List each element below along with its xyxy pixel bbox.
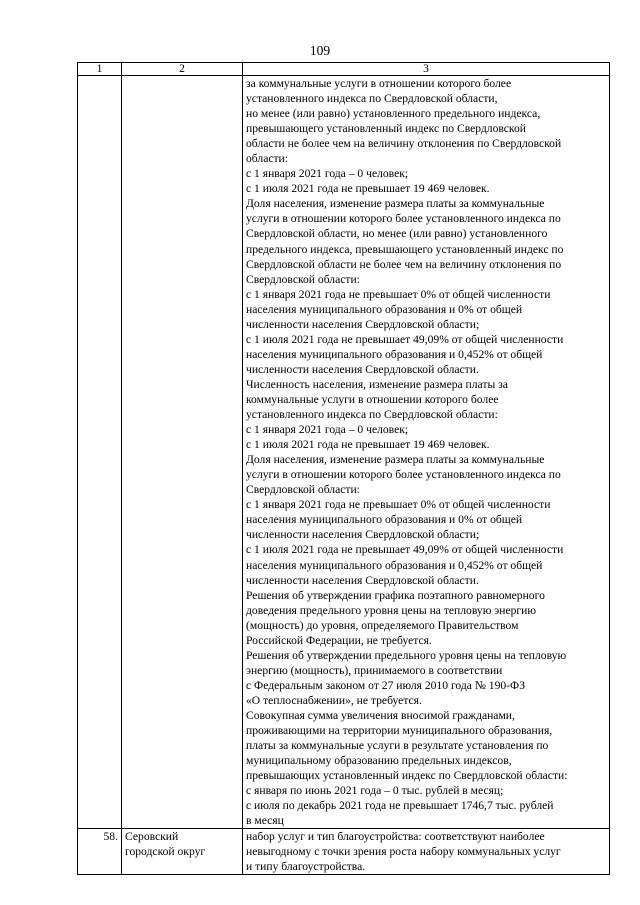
text-line: Решения об утверждении графика поэтапного равномерного [246,588,545,602]
column-number-row [78,63,610,76]
text-line: Численность населения, изменение размера платы за [246,377,508,391]
text-line: «О теплоснабжении», не требуется. [246,693,422,707]
text-line: населения муниципального образования и 0,452% от общей [246,347,543,361]
text-line: численности населения Свердловской области; [246,317,480,331]
text-line: за коммунальные услуги в отношении которого более [246,77,512,90]
text-line: набор услуг и тип благоустройства: соответствуют наиболее [246,830,545,844]
text-line: городской округ [125,845,206,859]
page-number: 109 [309,43,331,58]
text-line: установленного индекса по Свердловской области: [246,408,498,422]
text-line: с 1 января 2021 года не превышает 0% от общей численности [246,498,551,512]
text-line: с Федеральным законом от 27 июля 2010 года № 190-ФЗ [246,678,526,692]
text-line: Совокупная сумма увеличения вносимой гражданами, [246,708,515,722]
municipality-name-cell [122,829,243,875]
text-line: услуги в отношении которого более установленного индекса по [246,212,561,226]
column-number-3: 3 [243,63,610,76]
text-line: населения муниципального образования и 0% от общей [246,513,523,527]
text-line: Свердловской области: [246,483,360,497]
text-line: превышающего установленный индекс по Свердловской [246,122,526,136]
row-text-cell [243,829,610,875]
text-line: Свердловской области: [246,272,360,286]
text-line: области не более чем на величину отклонения по Свердловской [246,137,562,151]
text-line: с 1 января 2021 года – 0 человек; [246,423,409,437]
row-number-cell [78,76,122,829]
document-table [77,62,610,875]
text-line: энергию (мощность), принимаемого в соответствии [246,663,503,677]
text-line: невыгодному с точки зрения роста набору коммунальных услуг [246,845,561,859]
text-line: Доля населения, изменение размера платы за коммунальные [246,197,545,211]
text-line: с 1 июля 2021 года не превышает 49,09% от общей численности [246,543,564,557]
text-line: с 1 июля 2021 года не превышает 19 469 человек. [246,182,490,196]
text-line: муниципальному образованию предельных индексов, [246,754,512,768]
text-line: с января по июнь 2021 года – 0 тыс. рублей в месяц; [246,784,504,798]
text-line: но менее (или равно) установленного предельного индекса, [246,107,541,121]
text-line: Доля населения, изменение размера платы за коммунальные [246,453,545,467]
text-line: Решения об утверждении предельного уровня цены на тепловую [246,648,567,662]
text-line: с 1 января 2021 года – 0 человек; [246,167,409,181]
municipality-name-cell [122,76,243,829]
row-text-cell [243,76,610,829]
text-line: (мощность) до уровня, определяемого Правительством [246,618,519,632]
text-line: проживающими на территории муниципального образования, [246,724,553,738]
text-line: с июля по декабрь 2021 года не превышает 1746,7 тыс. рублей [246,799,554,813]
text-line: Свердловской области не более чем на величину отклонения по [246,257,562,271]
text-line: численности населения Свердловской области. [246,573,479,587]
text-line: предельного индекса, превышающего установленный индекс по [246,242,564,256]
text-line: Серовский [125,830,179,844]
text-line: и типу благоустройства. [246,860,366,874]
text-line: с 1 января 2021 года не превышает 0% от общей численности [246,287,551,301]
text-line: установленного индекса по Свердловской области, [246,92,498,106]
text-line: доведения предельного уровня цены на тепловую энергию [246,603,537,617]
text-line: превышающих установленный индекс по Свердловской области: [246,769,568,783]
text-line: численности населения Свердловской области. [246,362,479,376]
text-line: в месяц [246,814,284,828]
text-line: с 1 июля 2021 года не превышает 49,09% от общей численности [246,332,564,346]
text-line: Российской Федерации, не требуется. [246,633,432,647]
text-line: услуги в отношении которого более установленного индекса по [246,468,561,482]
text-line: численности населения Свердловской области; [246,528,480,542]
text-line: коммунальные услуги в отношении которого более [246,392,499,406]
row-number-cell: 58. [78,829,122,875]
text-line: с 1 июля 2021 года не превышает 19 469 человек. [246,438,490,452]
table-row-58 [78,829,610,875]
text-line: населения муниципального образования и 0% от общей [246,302,523,316]
table-row-continued [78,76,610,829]
text-line: области: [246,152,288,166]
column-number-1: 1 [78,63,122,76]
text-line: Свердловской области, но менее (или равно) установленного [246,227,548,241]
text-line: населения муниципального образования и 0,452% от общей [246,558,543,572]
text-line: платы за коммунальные услуги в результате установления по [246,739,549,753]
column-number-2: 2 [122,63,243,76]
